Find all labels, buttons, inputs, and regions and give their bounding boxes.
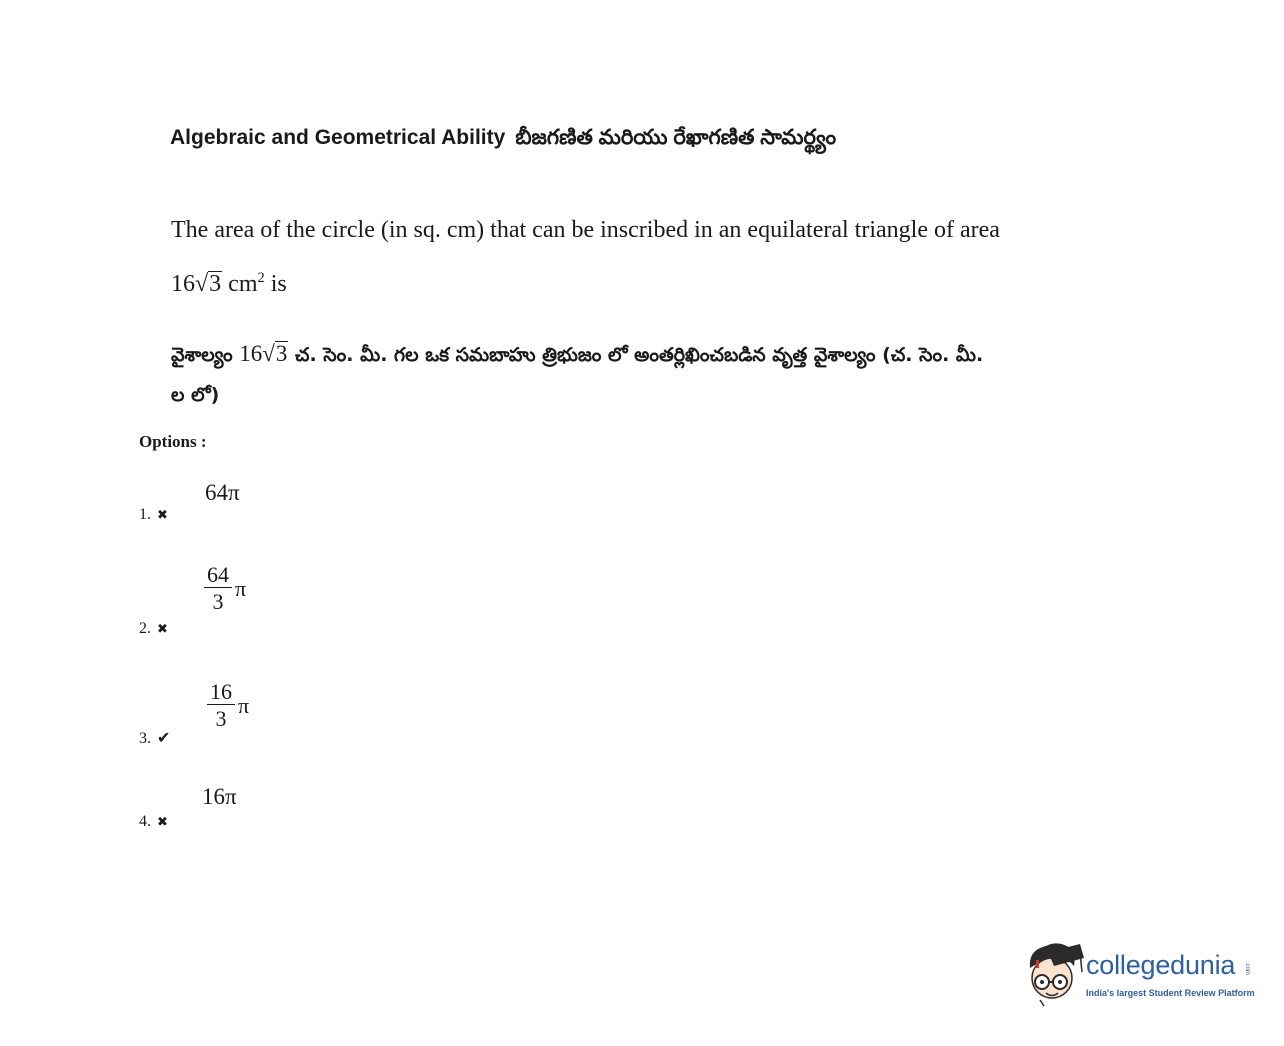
option-4-value: 16π bbox=[202, 784, 237, 809]
check-icon: ✔ bbox=[157, 728, 171, 747]
option-3-value bbox=[207, 680, 249, 731]
cross-icon: ✖ bbox=[157, 815, 168, 830]
question-prefix-te: వైశాల్యం bbox=[171, 344, 233, 366]
option-2-value bbox=[204, 563, 246, 614]
collegedunia-logo[interactable] bbox=[1024, 938, 1264, 1010]
section-title-en: Algebraic and Geometrical Ability bbox=[170, 126, 506, 149]
cross-icon: ✖ bbox=[157, 508, 168, 523]
option-2-denominator: 3 bbox=[212, 589, 224, 615]
question-telugu bbox=[171, 334, 1001, 415]
option-3-number: 3. bbox=[139, 730, 151, 747]
question-text-en: The area of the circle (in sq. cm) that can be inscribed in an equilateral triangle of area bbox=[171, 217, 1000, 243]
logo-name: collegedunia bbox=[1086, 950, 1236, 980]
option-1-number: 1. bbox=[139, 506, 151, 523]
options-label: Options : bbox=[139, 432, 207, 451]
section-title bbox=[170, 126, 836, 155]
question-english bbox=[171, 206, 1001, 308]
option-4-number: 4. bbox=[139, 813, 151, 830]
option-1 bbox=[139, 506, 168, 524]
logo-tagline: India's largest Student Review Platform bbox=[1086, 988, 1255, 998]
option-3-numerator: 16 bbox=[207, 680, 235, 705]
question-suffix-te: చ. సెం. మీ. గల ఒక సమబాహు త్రిభుజం లో అంతర్లిఖించబడిన వృత్త వైశాల్యం (చ. సెం. మీ. ల లో) bbox=[171, 344, 984, 406]
area-expression: 16√3 $cm^2$ bbox=[171, 270, 265, 297]
option-2 bbox=[139, 620, 168, 638]
cross-icon: ✖ bbox=[157, 622, 168, 637]
option-2-numerator: 64 bbox=[204, 563, 232, 588]
section-title-te: బీజగణిత మరియు రేఖాగణిత సామర్థ్యం bbox=[515, 126, 837, 149]
logo-com: .com bbox=[1244, 962, 1250, 976]
mascot-icon bbox=[1024, 938, 1084, 1008]
area-expression-te: 16√3 bbox=[239, 341, 288, 366]
option-2-suffix: π bbox=[235, 575, 247, 601]
option-3-suffix: π bbox=[238, 692, 250, 718]
option-4 bbox=[139, 813, 168, 831]
question-suffix-en: is bbox=[270, 271, 287, 297]
option-3-denominator: 3 bbox=[215, 706, 227, 732]
option-2-number: 2. bbox=[139, 620, 151, 637]
option-1-value: 64π bbox=[205, 480, 240, 505]
option-3 bbox=[139, 728, 170, 748]
